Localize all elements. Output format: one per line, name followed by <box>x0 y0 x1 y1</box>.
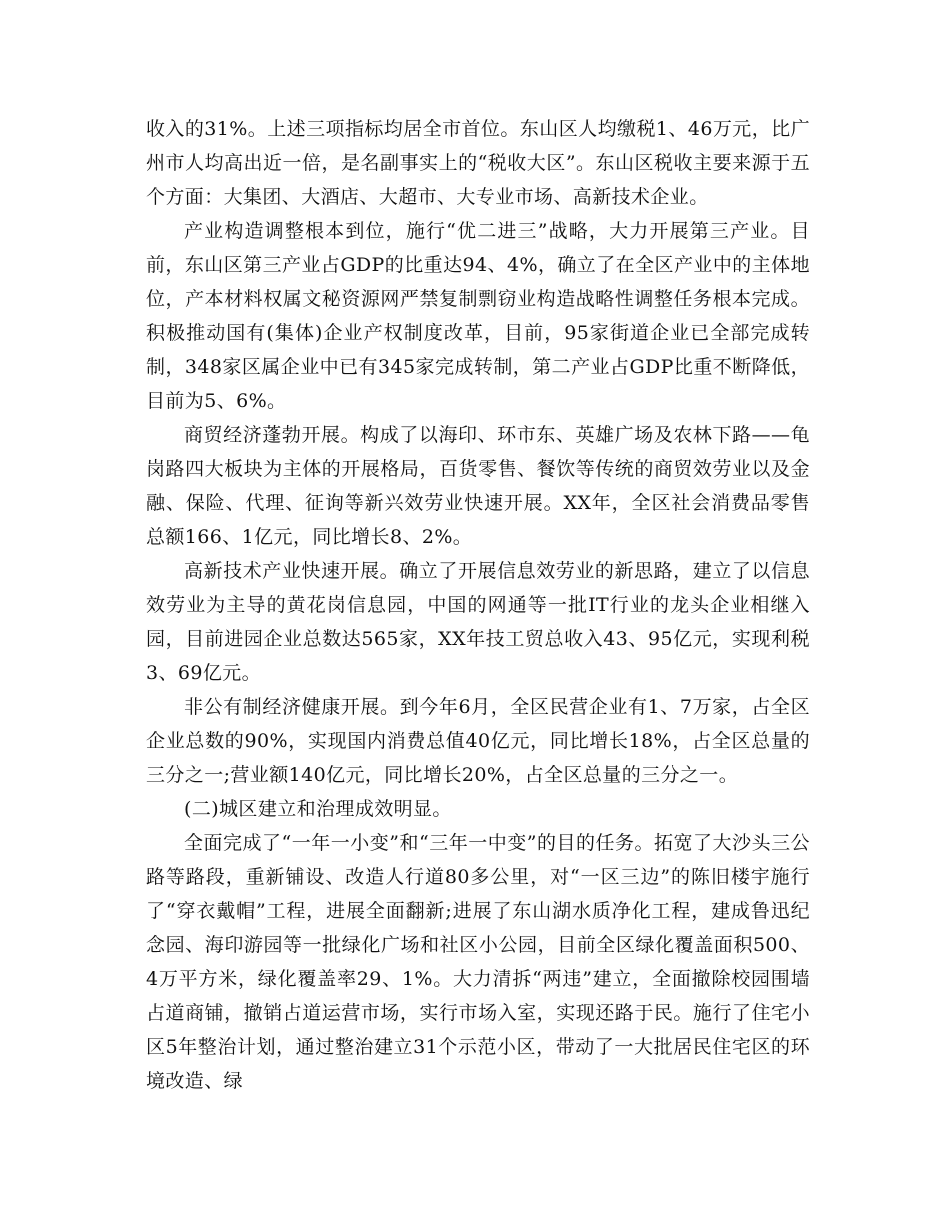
paragraph-industrial-structure: 产业构造调整根本到位，施行“优二进三”战略，大力开展第三产业。目前，东山区第三产业占GDP的比重达94、4%，确立了在全区产业中的主体地位，产本材料权属文秘资源网严禁复制剽窃业构造战略性调整任务根本完成。积极推动国有(集体)企业产权制度改革，目前，95家街道企业已全部完成转制，348家区属企业中已有345家完成转制，第二产业占GDP比重不断降低，目前为5、6%。 <box>146 220 810 412</box>
paragraph-commerce-trade: 商贸经济蓬勃开展。构成了以海印、环市东、英雄广场及农林下路——龟岗路四大板块为主体的开展格局，百货零售、餐饮等传统的商贸效劳业以及金融、保险、代理、征询等新兴效劳业快速开展。XX年，全区社会消费品零售总额166、1亿元，同比增长8、2%。 <box>146 424 810 548</box>
paragraph-tax-revenue: 收入的31%。上述三项指标均居全市首位。东山区人均缴税1、46万元，比广州市人均高出近一倍，是名副事实上的“税收大区”。东山区税收主要来源于五个方面：大集团、大酒店、大超市、大专业市场、高新技术企业。 <box>146 118 810 208</box>
paragraph-urban-tasks: 全面完成了“一年一小变”和“三年一中变”的目的任务。拓宽了大沙头三公路等路段，重新铺设、改造人行道80多公里，对“一区三边”的陈旧楼宇施行了“穿衣戴帽”工程，进展全面翻新;进展了东山湖水质净化工程，建成鲁迅纪念园、海印游园等一批绿化广场和社区小公园，目前全区绿化覆盖面积500、4万平方米，绿化覆盖率29、1%。大力清拆“两违”建立，全面撤除校园围墙占道商铺，撤销占道运营市场，实行市场入室，实现还路于民。施行了住宅小区5年整治计划，通过整治建立31个示范小区，带动了一大批居民住宅区的环境改造、绿 <box>146 832 810 1092</box>
section-heading-urban-construction: (二)城区建立和治理成效明显。 <box>184 798 452 820</box>
document-body <box>146 112 810 1098</box>
paragraph-private-economy: 非公有制经济健康开展。到今年6月，全区民营企业有1、7万家，占全区企业总数的90%，实现国内消费总值40亿元，同比增长18%，占全区总量的三分之一;营业额140亿元，同比增长20%，占全区总量的三分之一。 <box>146 696 810 786</box>
paragraph-high-tech: 高新技术产业快速开展。确立了开展信息效劳业的新思路，建立了以信息效劳业为主导的黄花岗信息园，中国的网通等一批IT行业的龙头企业相继入园，目前进园企业总数达565家，XX年技工贸总收入43、95亿元，实现利税3、69亿元。 <box>146 560 810 684</box>
